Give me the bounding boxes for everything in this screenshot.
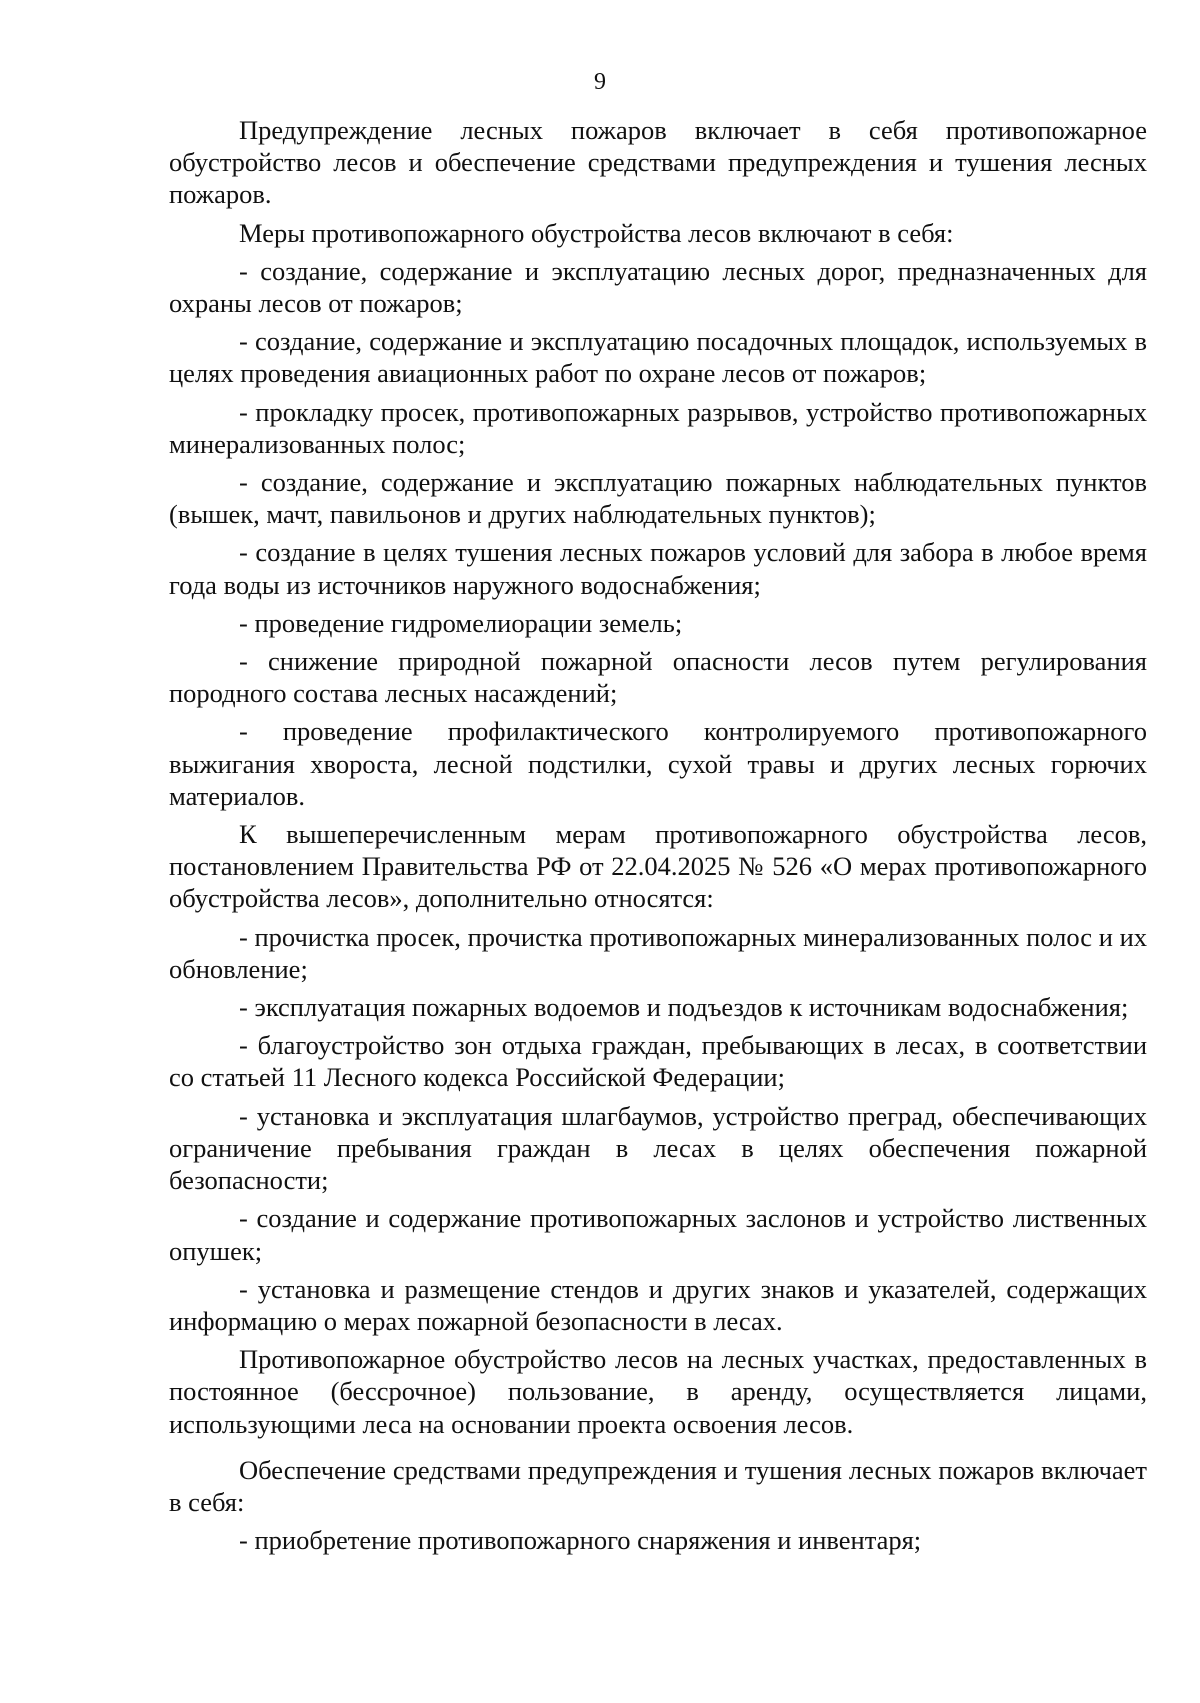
- list-item: - установка и эксплуатация шлагбаумов, устройство преград, обеспечивающих ограничение пребывания граждан в лесах в целях обеспечения пожарной безопасности;: [169, 1100, 1147, 1196]
- list-item: - проведение профилактического контролируемого противопожарного выжигания хвороста, лесной подстилки, сухой травы и других лесных горючих материалов.: [169, 716, 1147, 811]
- list-item: - создание, содержание и эксплуатацию пожарных наблюдательных пунктов (вышек, мачт, павильонов и других наблюдательных пунктов);: [169, 467, 1147, 530]
- list-item: - прочистка просек, прочистка противопожарных минерализованных полос и их обновление;: [169, 921, 1147, 984]
- document-body: [169, 114, 1147, 1556]
- paragraph-means-provision: Обеспечение средствами предупреждения и тушения лесных пожаров включает в себя:: [169, 1454, 1147, 1517]
- list-item: - снижение природной пожарной опасности лесов путем регулирования породного состава лесных насаждений;: [169, 646, 1147, 709]
- list-item: - установка и размещение стендов и других знаков и указателей, содержащих информацию о мерах пожарной безопасности в лесах.: [169, 1273, 1147, 1336]
- paragraph-intro: Предупреждение лесных пожаров включает в себя противопожарное обустройство лесов и обеспечение средствами предупреждения и тушения лесных пожаров.: [169, 115, 1147, 210]
- paragraph-additional-measures: К вышеперечисленным мерам противопожарного обустройства лесов, постановлением Правительства РФ от 22.04.2025 № 526 «О мерах противопожарного обустройства лесов», дополнительно относятся:: [169, 819, 1147, 914]
- list-item: - создание, содержание и эксплуатацию лесных дорог, предназначенных для охраны лесов от пожаров;: [169, 255, 1147, 319]
- list-item: - приобретение противопожарного снаряжения и инвентаря;: [239, 1525, 922, 1556]
- list-item: - создание и содержание противопожарных заслонов и устройство лиственных опушек;: [169, 1203, 1147, 1266]
- list-item: - эксплуатация пожарных водоемов и подъездов к источникам водоснабжения;: [239, 992, 1129, 1023]
- list-item: - создание в целях тушения лесных пожаров условий для забора в любое время года воды из источников наружного водоснабжения;: [169, 537, 1147, 600]
- page-number: 9: [594, 69, 606, 95]
- paragraph-measures-heading: Меры противопожарного обустройства лесов включают в себя:: [239, 217, 954, 248]
- paragraph-leased-plots: Противопожарное обустройство лесов на лесных участках, предоставленных в постоянное (бессрочное) пользование, в аренду, осуществляется лицами, использующими леса на основании проекта освоения лесов.: [169, 1344, 1147, 1439]
- list-item: - благоустройство зон отдыха граждан, пребывающих в лесах, в соответствии со статьей 11 Лесного кодекса Российской Федерации;: [169, 1030, 1147, 1093]
- list-item: - прокладку просек, противопожарных разрывов, устройство противопожарных минерализованных полос;: [169, 396, 1147, 459]
- list-item: - создание, содержание и эксплуатацию посадочных площадок, используемых в целях проведения авиационных работ по охране лесов от пожаров;: [169, 326, 1147, 389]
- list-item: - проведение гидромелиорации земель;: [239, 607, 683, 638]
